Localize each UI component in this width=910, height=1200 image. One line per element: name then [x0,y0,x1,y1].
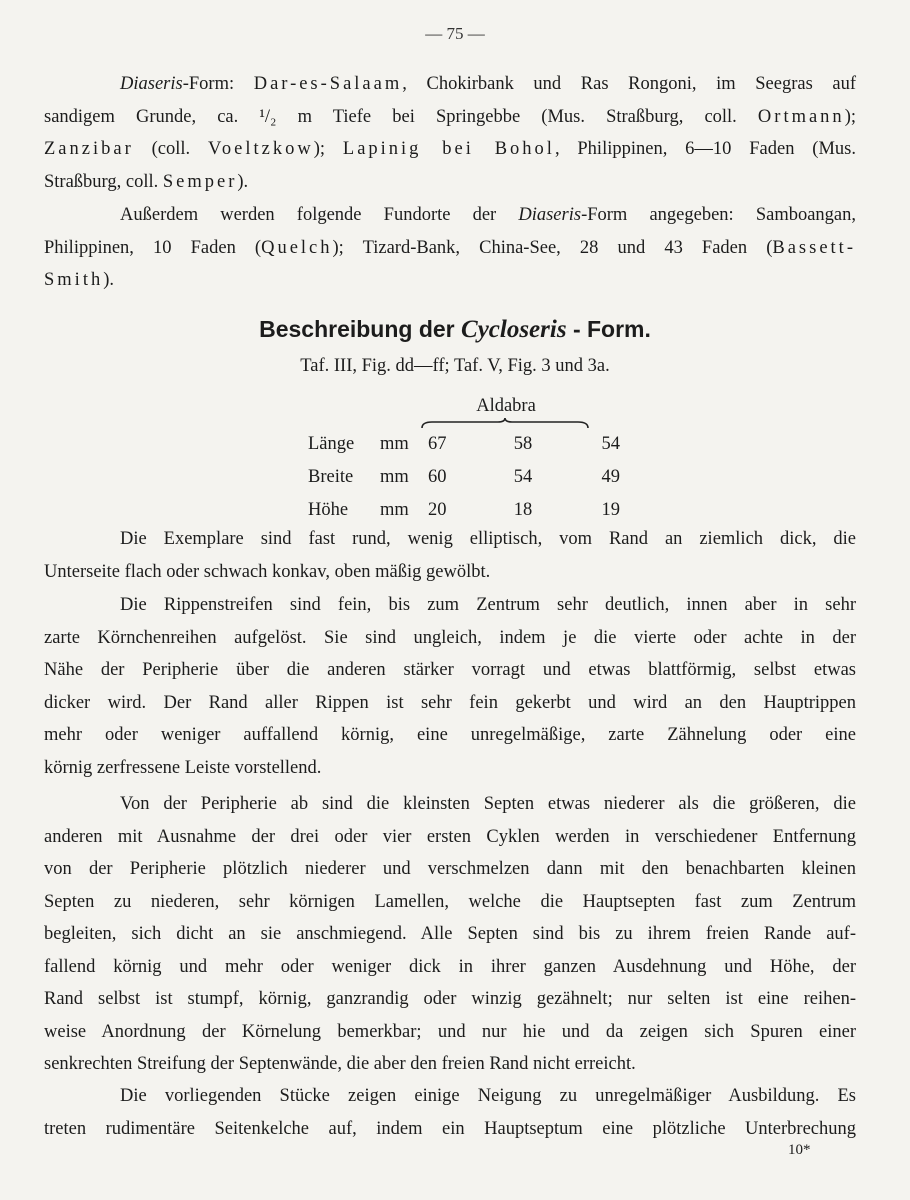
measurement-value: 67 [428,434,447,454]
heading-text: - Form. [566,316,651,342]
text-line: zarte Körnchenreihen aufgelöst. Sie sind ungleich, indem je die vierte oder achte in der [44,627,856,648]
text-line [44,166,856,199]
collector-name: Smith [44,270,104,290]
text-line: fallend körnig und mehr oder weniger dick in ihrer ganzen Ausdehnung und Höhe, der [44,956,856,977]
paragraph-localities [44,68,856,198]
text-line: Die Rippenstreifen sind fein, bis zum Zentrum sehr deutlich, innen aber in sehr [120,595,856,615]
text-line: treten rudimentäre Seitenkelche auf, indem ein Hauptseptum eine plötzliche Unterbrechung [44,1118,856,1139]
collector-name: Quelch [261,237,333,258]
text-line [44,101,856,134]
measurement-unit: mm [380,467,409,487]
collector-name: Semper [162,171,238,192]
text-line: Nähe der Peripherie über die anderen stärker vorragt und etwas blattförmig, selbst etwas [44,660,856,680]
paragraph-ribs [44,589,856,784]
measurement-label: Breite [308,467,354,487]
paragraph-other-localities [44,199,856,297]
genus-name: Cycloseris [461,316,567,343]
text-line: begleiten, sich dicht an sie anschmiegend. Alle Septen sind bis zu ihrem freien Rande auf- [44,924,856,944]
measurement-label: Länge [308,434,355,454]
text-line: mehr oder weniger auffallend körnig, eine unregelmäßige, zarte Zähnelung oder eine [44,725,856,745]
text-line: Von der Peripherie ab sind die kleinsten Septen etwas niederer als die größeren, die [120,794,856,814]
text-line [44,68,856,101]
text-span: ); [313,139,343,159]
text-line: anderen mit Ausnahme der drei oder vier ersten Cyklen werden in verschiedener Entfernung [44,826,856,847]
text-line: weise Anordnung der Körnelung bemerkbar; und nur hie und da zeigen sich Spuren einer [44,1021,856,1042]
plate-reference: Taf. III, Fig. dd—ff; Taf. V, Fig. 3 und 3a. [300,356,610,376]
text-line: von der Peripherie plötzlich niederer und verschmelzen dann mit den benachbarten kleinen [44,859,856,879]
text-line [44,232,856,265]
heading-text: Beschreibung der [259,316,462,342]
genus-name: Diaseris [518,205,582,225]
measurement-value: 18 [513,500,533,520]
text-span: ). [237,171,249,192]
paragraph-septa [44,788,856,1081]
location-label: Aldabra [476,396,536,416]
text-line: Die Exemplare sind fast rund, wenig elliptisch, vom Rand an ziemlich dick, die [120,529,856,549]
signature-mark: 10* [788,1142,811,1158]
collector-name: Voeltzkow [207,139,314,159]
text-line: dicker wird. Der Rand aller Rippen ist sehr fein gekerbt und wird an den Hauptrippen [44,692,856,713]
measurement-value: 54 [601,434,620,454]
measurement-row [308,461,620,494]
measurement-value: 58 [513,434,533,454]
measurement-label: Höhe [308,500,349,520]
place-name: Zanzibar [44,139,134,159]
page-number: — 75 — [425,24,485,43]
text-span: ); Tizard-Bank, China-See, 28 und 43 Faden ( [332,237,773,258]
text-span: ); [844,106,856,127]
text-line [44,133,856,166]
text-span: Straßburg, coll. [44,171,163,192]
text-line: senkrechten Streifung der Septenwände, die aber den freien Rand nicht erreicht. [44,1054,636,1074]
text-span: Außerdem werden folgende Fundorte der [120,205,519,225]
text-line: Septen zu niederen, sehr körnigen Lamellen, welche die Hauptsepten fast zum Zentrum [44,891,856,912]
text-line: Unterseite flach oder schwach konkav, oben mäßig gewölbt. [44,561,491,582]
measurement-value: 19 [601,500,620,520]
genus-name: Diaseris [120,74,183,94]
collector-name: Ortmann [757,106,845,127]
collector-name: Bassett- [772,237,856,258]
text-span: -Form angegeben: Samboangan, [581,205,857,225]
place-name: Dar-es-Salaam [253,74,403,94]
text-span: Philippinen, 10 Faden ( [44,237,262,258]
text-span: (coll. [133,139,208,159]
text-line: Rand selbst ist stumpf, körnig, ganzrandig oder winzig gezähnelt; nur selten ist eine reihen- [44,989,856,1009]
text-span: -Form: [182,74,254,94]
section-heading [0,316,910,344]
text-line [44,264,856,297]
measurement-value: 20 [428,500,447,520]
text-span: ). [103,270,115,290]
text-line: körnig zerfressene Leiste vorstellend. [44,757,322,778]
place-name: Lapinig bei Bohol [342,139,555,159]
measurement-value: 60 [428,467,447,487]
text-span: , Philippinen, 6—10 Faden (Mus. [554,139,856,159]
text-line: Die vorliegenden Stücke zeigen einige Neigung zu unregelmäßiger Ausbildung. Es [120,1086,856,1106]
paragraph-irregular [44,1080,856,1145]
measurements-table [308,428,620,527]
measurement-row [308,428,620,461]
text-span: , Chokirbank und Ras Rongoni, im Seegras auf [402,74,857,94]
text-line [44,199,856,232]
measurement-unit: mm [380,500,409,520]
measurement-unit: mm [380,434,409,454]
text-span: sandigem Grunde, ca. ¹/₂ m Tiefe bei Springebbe (Mus. Straßburg, coll. [44,106,758,127]
paragraph-shape [44,523,856,588]
measurement-value: 49 [601,467,620,487]
measurement-value: 54 [513,467,533,487]
